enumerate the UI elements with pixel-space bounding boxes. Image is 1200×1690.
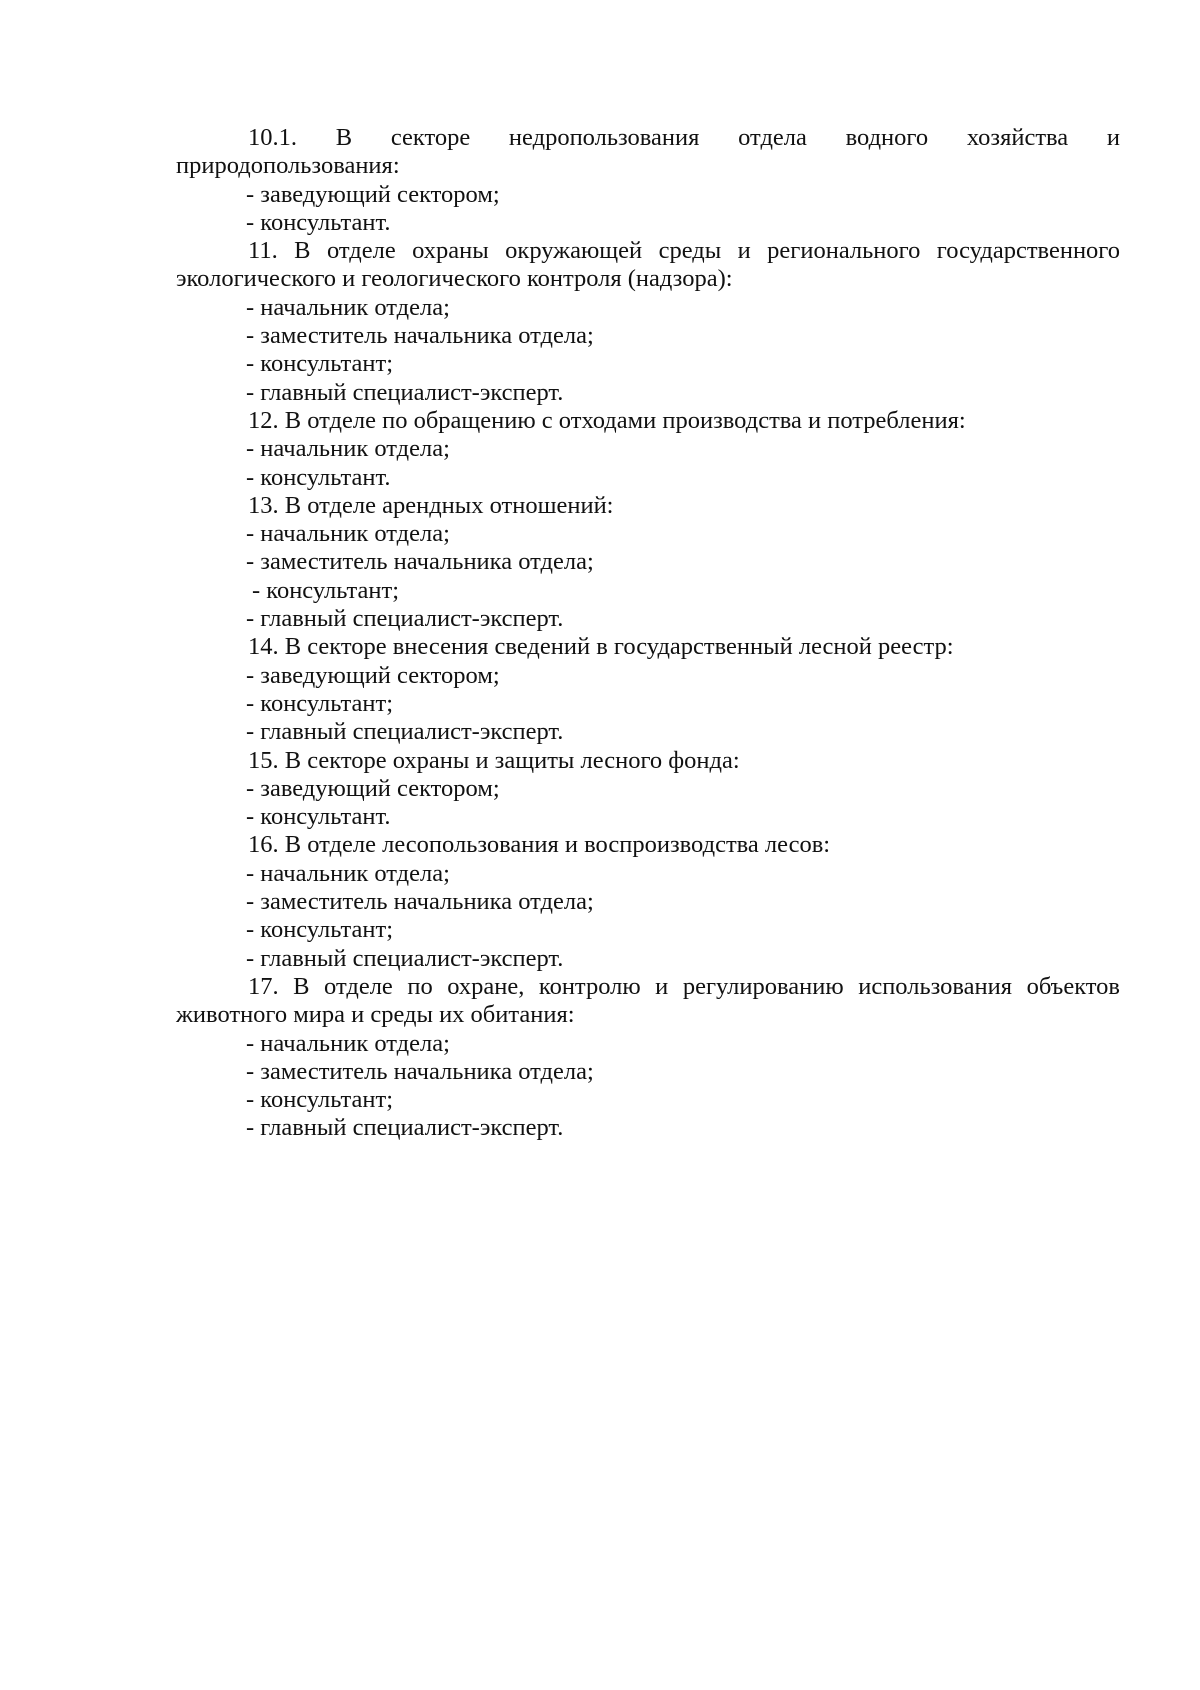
list-item: - главный специалист-эксперт. (246, 1114, 564, 1142)
section-heading (176, 124, 1120, 152)
section-heading: 15. В секторе охраны и защиты лесного фонда: (248, 746, 740, 774)
position-list (176, 662, 1120, 747)
list-item: - заведующий сектором; (246, 661, 500, 689)
list-item: - начальник отдела; (246, 520, 450, 548)
position-list (176, 1030, 1120, 1143)
section-heading: 14. В секторе внесения сведений в государственный лесной реестр: (248, 633, 954, 661)
list-item: - начальник отдела; (246, 859, 450, 887)
list-item: - начальник отдела; (246, 435, 450, 463)
section-heading: 12. В отделе по обращению с отходами производства и потребления: (248, 406, 966, 434)
section-11 (176, 237, 1120, 407)
section-heading: 11. В отделе охраны окружающей среды и регионального государственного экологического и геологического контроля (надзора): (176, 237, 1120, 293)
list-item: - заведующий сектором; (246, 180, 500, 208)
section-13 (176, 492, 1120, 633)
list-item: - начальник отдела; (246, 1029, 450, 1057)
section-heading: 16. В отделе лесопользования и воспроизводства лесов: (248, 831, 831, 859)
section-14 (176, 633, 1120, 746)
section-10-1 (176, 124, 1120, 237)
position-list (176, 520, 1120, 633)
position-list (176, 181, 1120, 238)
list-item: - заместитель начальника отдела; (246, 322, 594, 350)
list-item: - консультант; (252, 576, 399, 604)
section-heading-first-line: 10.1. В секторе недропользования отдела водного хозяйства и (248, 124, 1120, 151)
list-item: - главный специалист-эксперт. (246, 944, 564, 972)
list-item: - консультант. (246, 803, 391, 831)
list-item: - начальник отдела; (246, 293, 450, 321)
section-15 (176, 747, 1120, 832)
list-item: - заместитель начальника отдела; (246, 548, 594, 576)
position-list (176, 294, 1120, 407)
list-item: - заместитель начальника отдела; (246, 1057, 594, 1085)
list-item: - консультант; (246, 350, 393, 378)
list-item: - консультант; (246, 916, 393, 944)
section-heading: 17. В отделе по охране, контролю и регулированию использования объектов животного мира и среды их обитания: (176, 972, 1120, 1029)
list-item: - консультант. (246, 208, 391, 236)
list-item: - заместитель начальника отдела; (246, 888, 594, 916)
list-item: - консультант; (246, 689, 393, 717)
section-16 (176, 831, 1120, 972)
section-17 (176, 973, 1120, 1143)
list-item: - консультант; (246, 1086, 393, 1114)
list-item: - главный специалист-эксперт. (246, 378, 564, 406)
document-body (176, 124, 1120, 1143)
position-list (176, 860, 1120, 973)
list-item: - заведующий сектором; (246, 774, 500, 802)
position-list (176, 435, 1120, 492)
section-heading-continuation: природопользования: (176, 152, 400, 180)
section-heading: 13. В отделе арендных отношений: (248, 491, 614, 519)
list-item: - главный специалист-эксперт. (246, 718, 564, 746)
position-list (176, 775, 1120, 832)
section-12 (176, 407, 1120, 492)
list-item: - главный специалист-эксперт. (246, 605, 564, 633)
list-item: - консультант. (246, 463, 391, 491)
